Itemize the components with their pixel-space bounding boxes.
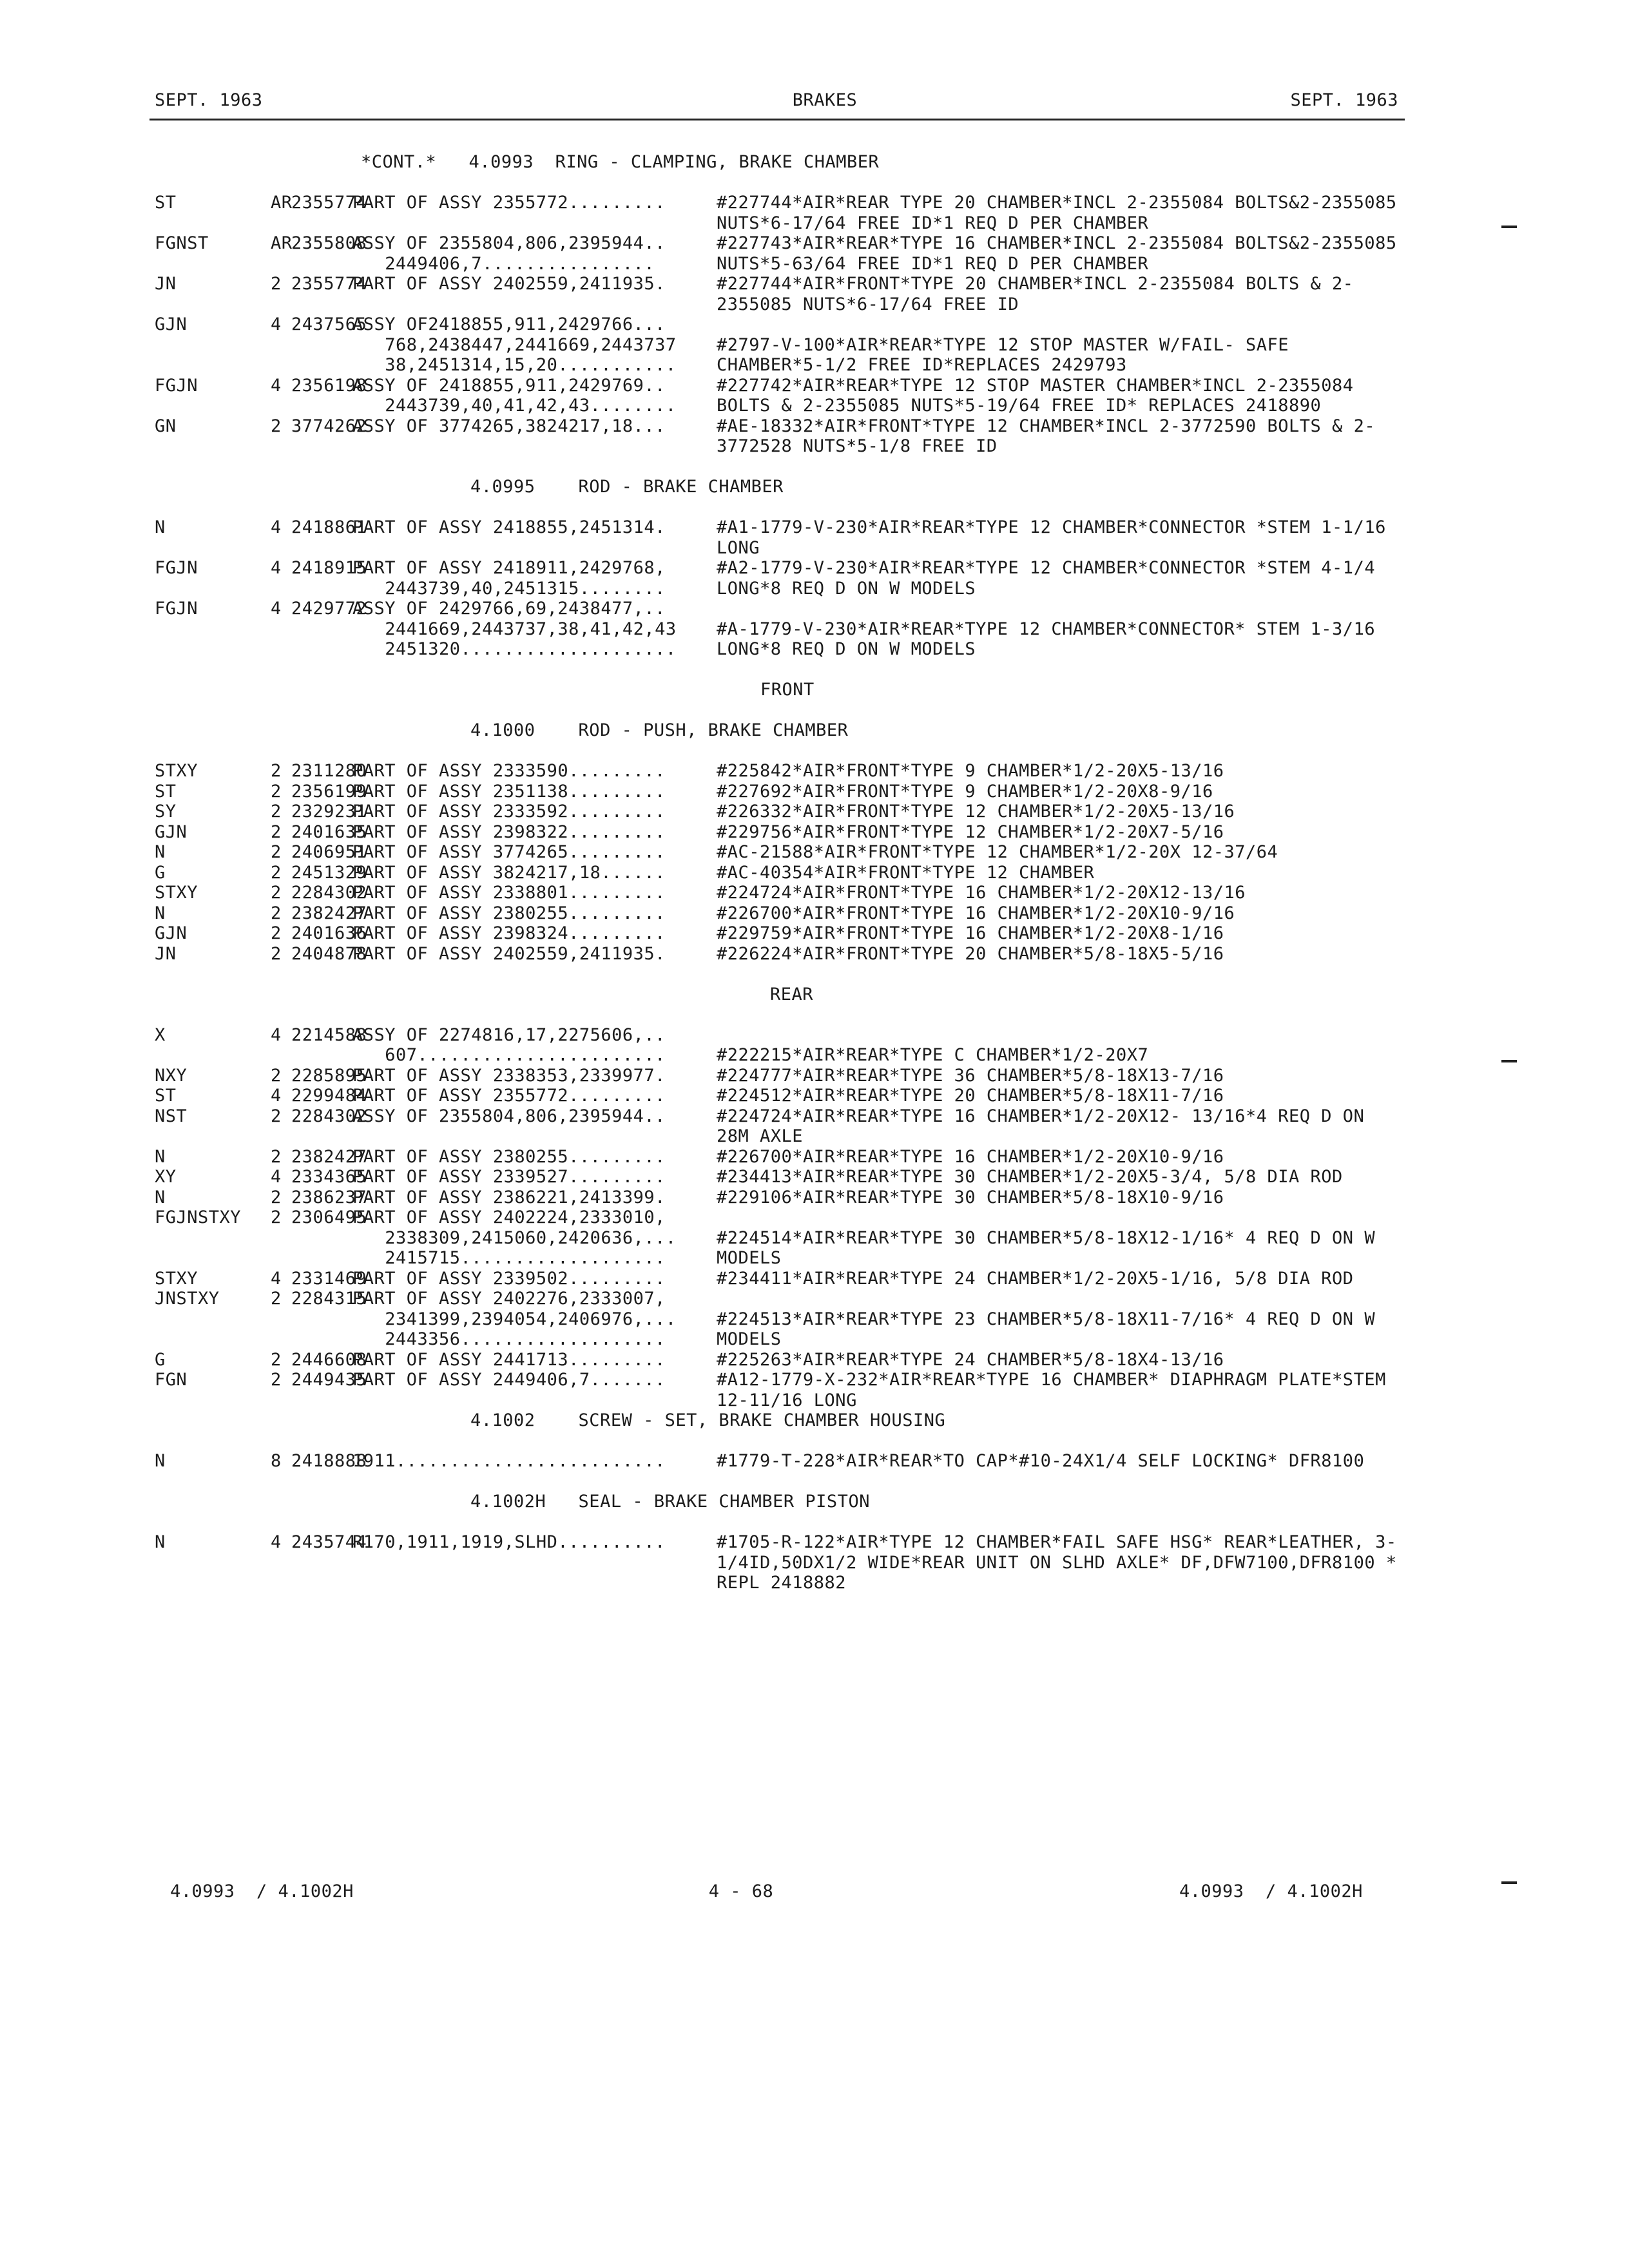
part-number: 2284302 <box>291 1106 367 1126</box>
model-codes: N <box>155 1187 166 1207</box>
header-section-title: BRAKES <box>792 90 858 110</box>
quantity: 2 <box>271 416 282 436</box>
table-row <box>155 416 1405 457</box>
assembly-line: PART OF ASSY 2355772......... <box>352 193 666 213</box>
table-row <box>155 1269 1405 1289</box>
part-number: 2451329 <box>291 862 367 883</box>
table-row <box>155 517 1405 558</box>
part-number: 2355774 <box>291 193 367 213</box>
quantity: 2 <box>271 1370 282 1390</box>
table-row <box>155 1106 1405 1147</box>
part-description: #A2-1779-V-230*AIR*REAR*TYPE 12 CHAMBER*CONNECTOR *STEM 4-1/4 LONG*8 REQ D ON W MODELS <box>717 558 1386 599</box>
assembly-line: PART OF ASSY 2398324......... <box>352 923 666 943</box>
model-codes: STXY <box>155 1268 198 1289</box>
assembly-reference <box>352 761 717 782</box>
table-row <box>155 944 1405 965</box>
assembly-reference <box>352 1370 717 1410</box>
quantity: 2 <box>271 761 282 781</box>
assembly-reference <box>352 1207 717 1269</box>
part-number: 2284302 <box>291 883 367 903</box>
assembly-line: PART OF ASSY 2338801......... <box>352 883 666 903</box>
model-codes: FGJN <box>155 558 198 578</box>
quantity: AR <box>271 233 293 253</box>
part-description: #A1-1779-V-230*AIR*REAR*TYPE 12 CHAMBER*CONNECTOR *STEM 1-1/16 LONG <box>717 517 1397 558</box>
assembly-line: 2443739,40,41,42,43........ <box>352 396 677 416</box>
part-number: 2446608 <box>291 1349 367 1370</box>
table-row <box>155 233 1408 274</box>
assembly-line: ASSY OF2418855,911,2429766... <box>352 314 666 334</box>
assembly-reference <box>352 883 717 903</box>
assembly-reference <box>352 842 717 863</box>
part-description: #229759*AIR*FRONT*TYPE 16 CHAMBER*1/2-20X8-1/16 <box>717 923 1224 943</box>
footer-range-right: 4.0993 / 4.1002H <box>1179 1881 1363 1901</box>
quantity: 4 <box>271 375 282 396</box>
assembly-line: PART OF ASSY 2441713......... <box>352 1349 666 1370</box>
assembly-line: PART OF ASSY 2402559,2411935. <box>352 943 666 964</box>
assembly-line: 38,2451314,15,20........... <box>352 355 677 375</box>
assembly-line: ASSY OF 3774265,3824217,18... <box>352 416 666 436</box>
spacer <box>155 1431 1405 1452</box>
assembly-reference <box>352 923 717 944</box>
part-number: 2437565 <box>291 314 367 334</box>
spacer <box>155 1472 1405 1492</box>
quantity: 2 <box>271 842 282 862</box>
model-codes: GN <box>155 416 177 436</box>
subsection-title-front: FRONT <box>760 680 815 700</box>
assembly-line: R170,1911,1919,SLHD.......... <box>352 1532 666 1552</box>
quantity: AR <box>271 193 293 213</box>
assembly-reference <box>352 1451 717 1472</box>
quantity: 2 <box>271 1207 282 1227</box>
table-row <box>155 1350 1405 1370</box>
assembly-reference <box>352 1106 717 1147</box>
part-description: #234411*AIR*REAR*TYPE 24 CHAMBER*1/2-20X5-1/16, 5/8 DIA ROD <box>717 1268 1354 1289</box>
model-codes: JNSTXY <box>155 1289 220 1309</box>
assembly-reference <box>352 233 717 274</box>
part-description: #2797-V-100*AIR*REAR*TYPE 12 STOP MASTER W/FAIL- SAFE CHAMBER*5-1/2 FREE ID*REPLACES 2429793 <box>717 334 1289 375</box>
part-number: 2406951 <box>291 842 367 862</box>
quantity: 2 <box>271 802 282 822</box>
spacer <box>155 964 1405 985</box>
table-row <box>155 1207 1405 1269</box>
assembly-line: PART OF ASSY 2398322......... <box>352 822 666 842</box>
part-number: 2334365 <box>291 1167 367 1187</box>
assembly-line: PART OF ASSY 2418911,2429768, <box>352 558 666 578</box>
model-codes: N <box>155 1146 166 1167</box>
part-number: 2382427 <box>291 1146 367 1167</box>
section-heading-4-0993: *CONT.* 4.0993 RING - CLAMPING, BRAKE CHAMBER <box>361 152 880 172</box>
model-codes: N <box>155 842 166 862</box>
part-description: #222215*AIR*REAR*TYPE C CHAMBER*1/2-20X7 <box>717 1045 1149 1065</box>
quantity: 2 <box>271 1065 282 1086</box>
assembly-line: PART OF ASSY 2402224,2333010, <box>352 1207 666 1227</box>
part-description: #227744*AIR*REAR TYPE 20 CHAMBER*INCL 2-2355084 BOLTS&2-2355085 NUTS*6-17/64 FREE ID*1 REQ D PER CHAMBER <box>717 193 1408 233</box>
assembly-line: PART OF ASSY 2380255......... <box>352 903 666 923</box>
parts-listing <box>155 152 1408 1593</box>
assembly-reference <box>352 1269 717 1289</box>
model-codes: JN <box>155 274 177 294</box>
assembly-line: 768,2438447,2441669,2443737 <box>352 334 677 355</box>
assembly-reference <box>352 558 717 599</box>
assembly-line: 607....................... <box>352 1045 666 1065</box>
table-row <box>155 1066 1405 1086</box>
model-codes: JN <box>155 943 177 964</box>
part-number: 2331469 <box>291 1268 367 1289</box>
model-codes: XY <box>155 1167 177 1187</box>
section-heading-4-1000: 4.1000 ROD - PUSH, BRAKE CHAMBER <box>470 720 849 740</box>
part-description: #224724*AIR*REAR*TYPE 16 CHAMBER*1/2-20X12- 13/16*4 REQ D ON 28M AXLE <box>717 1106 1376 1146</box>
part-description: #225263*AIR*REAR*TYPE 24 CHAMBER*5/8-18X4-13/16 <box>717 1349 1224 1370</box>
quantity: 4 <box>271 1532 282 1552</box>
assembly-reference <box>352 1289 717 1350</box>
header-date-left: SEPT. 1963 <box>155 90 263 110</box>
part-description: #229756*AIR*FRONT*TYPE 12 CHAMBER*1/2-20X7-5/16 <box>717 822 1224 842</box>
model-codes: STXY <box>155 761 198 781</box>
assembly-line: PART OF ASSY 2338353,2339977. <box>352 1065 666 1086</box>
table-row <box>155 1167 1405 1187</box>
model-codes: FGJNSTXY <box>155 1207 242 1227</box>
assembly-reference <box>352 517 717 558</box>
quantity: 2 <box>271 1289 282 1309</box>
part-number: 2355774 <box>291 274 367 294</box>
table-row <box>155 314 1405 376</box>
part-description: #224777*AIR*REAR*TYPE 36 CHAMBER*5/8-18X13-7/16 <box>717 1065 1224 1086</box>
table-row <box>155 863 1405 883</box>
assembly-line: 2415715................... <box>352 1248 666 1268</box>
table-row <box>155 376 1405 416</box>
table-row <box>155 1086 1405 1106</box>
model-codes: FGNST <box>155 233 209 253</box>
quantity: 2 <box>271 1349 282 1370</box>
table-row <box>155 1025 1405 1066</box>
quantity: 2 <box>271 274 282 294</box>
model-codes: GJN <box>155 822 188 842</box>
part-number: 2214588 <box>291 1024 367 1045</box>
part-number: 2429772 <box>291 599 367 619</box>
assembly-line: ASSY OF 2355804,806,2395944.. <box>352 1106 666 1126</box>
part-description: #AE-18332*AIR*FRONT*TYPE 12 CHAMBER*INCL 2-3772590 BOLTS & 2-3772528 NUTS*5-1/8 FREE ID <box>717 416 1376 456</box>
quantity: 4 <box>271 1086 282 1106</box>
part-description: #AC-40354*AIR*FRONT*TYPE 12 CHAMBER <box>717 862 1095 883</box>
quantity: 4 <box>271 314 282 334</box>
model-codes: NXY <box>155 1065 188 1086</box>
part-number: 2382427 <box>291 903 367 923</box>
assembly-line: PART OF ASSY 2402559,2411935. <box>352 274 666 294</box>
assembly-line: PART OF ASSY 2333590......... <box>352 761 666 781</box>
section-heading-4-1002h: 4.1002H SEAL - BRAKE CHAMBER PISTON <box>470 1492 870 1512</box>
assembly-line: PART OF ASSY 2380255......... <box>352 1146 666 1167</box>
part-description: #226332*AIR*FRONT*TYPE 12 CHAMBER*1/2-20X5-13/16 <box>717 802 1235 822</box>
assembly-line: PART OF ASSY 2333592......... <box>352 802 666 822</box>
part-description: #1779-T-228*AIR*REAR*TO CAP*#10-24X1/4 SELF LOCKING* DFR8100 <box>717 1451 1365 1471</box>
model-codes: X <box>155 1024 166 1045</box>
table-row <box>155 903 1405 924</box>
table-row <box>155 1451 1405 1472</box>
model-codes: ST <box>155 193 177 213</box>
table-row <box>155 761 1405 782</box>
assembly-reference <box>352 1350 717 1370</box>
part-number: 2386237 <box>291 1187 367 1207</box>
part-description: #A12-1779-X-232*AIR*REAR*TYPE 16 CHAMBER* DIAPHRAGM PLATE*STEM 12-11/16 LONG <box>717 1370 1397 1410</box>
part-description: #224514*AIR*REAR*TYPE 30 CHAMBER*5/8-18X12-1/16* 4 REQ D ON W MODELS <box>717 1227 1376 1268</box>
part-number: 2401635 <box>291 822 367 842</box>
assembly-reference <box>352 1147 717 1168</box>
header-rule <box>149 119 1405 120</box>
model-codes: N <box>155 517 166 537</box>
assembly-reference <box>352 782 717 802</box>
quantity: 2 <box>271 781 282 802</box>
part-number: 2299484 <box>291 1086 367 1106</box>
model-codes: FGJN <box>155 375 198 396</box>
model-codes: FGN <box>155 1370 188 1390</box>
assembly-reference <box>352 944 717 965</box>
part-number: 2284315 <box>291 1289 367 1309</box>
table-row <box>155 1147 1405 1168</box>
part-description: #AC-21588*AIR*FRONT*TYPE 12 CHAMBER*1/2-20X 12-37/64 <box>717 842 1278 862</box>
assembly-reference <box>352 822 717 843</box>
margin-tick <box>1501 1060 1517 1062</box>
part-number: 2356199 <box>291 781 367 802</box>
assembly-line: PART OF ASSY 3774265......... <box>352 842 666 862</box>
table-row <box>155 558 1405 599</box>
assembly-line: 2451320.................... <box>352 639 677 659</box>
part-number: 2418861 <box>291 517 367 537</box>
quantity: 4 <box>271 599 282 619</box>
model-codes: G <box>155 1349 166 1370</box>
part-number: 3774262 <box>291 416 367 436</box>
model-codes: GJN <box>155 923 188 943</box>
quantity: 2 <box>271 1146 282 1167</box>
assembly-reference <box>352 1167 717 1187</box>
assembly-line: 2449406,7................ <box>352 253 655 274</box>
quantity: 4 <box>271 558 282 578</box>
assembly-line: 2443739,40,2451315........ <box>352 578 666 599</box>
section-heading-4-0995: 4.0995 ROD - BRAKE CHAMBER <box>470 477 784 497</box>
quantity: 2 <box>271 862 282 883</box>
model-codes: G <box>155 862 166 883</box>
table-row <box>155 822 1405 843</box>
assembly-line: PART OF ASSY 2449406,7....... <box>352 1370 666 1390</box>
table-row <box>155 1370 1405 1410</box>
part-number: 2418888 <box>291 1451 367 1471</box>
part-description: #227692*AIR*FRONT*TYPE 9 CHAMBER*1/2-20X8-9/16 <box>717 781 1213 802</box>
part-number: 2355808 <box>291 233 367 253</box>
assembly-reference <box>352 1086 717 1106</box>
part-number: 2435744 <box>291 1532 367 1552</box>
margin-tick <box>1501 1881 1517 1884</box>
assembly-reference <box>352 802 717 822</box>
section-heading-4-1002: 4.1002 SCREW - SET, BRAKE CHAMBER HOUSING <box>470 1410 946 1430</box>
spacer <box>155 1512 1405 1533</box>
assembly-line: PART OF ASSY 2386221,2413399. <box>352 1187 666 1207</box>
assembly-reference <box>352 193 717 233</box>
model-codes: SY <box>155 802 177 822</box>
margin-tick <box>1501 226 1517 228</box>
assembly-line: PART OF ASSY 2339527......... <box>352 1167 666 1187</box>
assembly-reference <box>352 863 717 883</box>
footer-page-number: 4 - 68 <box>708 1881 774 1901</box>
spacer <box>155 1004 1405 1025</box>
quantity: 2 <box>271 822 282 842</box>
assembly-reference <box>352 416 717 457</box>
model-codes: N <box>155 903 166 923</box>
assembly-reference <box>352 314 717 376</box>
part-description: #229106*AIR*REAR*TYPE 30 CHAMBER*5/8-18X10-9/16 <box>717 1187 1224 1207</box>
assembly-reference <box>352 1532 717 1593</box>
model-codes: NST <box>155 1106 188 1126</box>
assembly-line: 2341399,2394054,2406976,... <box>352 1309 677 1329</box>
spacer <box>155 741 1405 762</box>
part-description: #A-1779-V-230*AIR*REAR*TYPE 12 CHAMBER*CONNECTOR* STEM 1-3/16 LONG*8 REQ D ON W MODELS <box>717 619 1376 659</box>
model-codes: GJN <box>155 314 188 334</box>
quantity: 2 <box>271 923 282 943</box>
model-codes: ST <box>155 1086 177 1106</box>
quantity: 4 <box>271 517 282 537</box>
part-description: #234413*AIR*REAR*TYPE 30 CHAMBER*1/2-20X5-3/4, 5/8 DIA ROD <box>717 1167 1343 1187</box>
assembly-line: PART OF ASSY 2418855,2451314. <box>352 517 666 537</box>
table-row <box>155 782 1405 802</box>
assembly-line: 2338309,2415060,2420636,... <box>352 1227 677 1248</box>
assembly-line: PART OF ASSY 2402276,2333007, <box>352 1289 666 1309</box>
assembly-reference <box>352 376 717 416</box>
model-codes: STXY <box>155 883 198 903</box>
assembly-reference <box>352 903 717 924</box>
assembly-line: ASSY OF 2429766,69,2438477,.. <box>352 599 666 619</box>
table-row <box>155 1532 1408 1593</box>
model-codes: ST <box>155 781 177 802</box>
part-description: #227742*AIR*REAR*TYPE 12 STOP MASTER CHAMBER*INCL 2-2355084 BOLTS & 2-2355085 NUTS*5-19/64 FREE ID* REPLACES 2418890 <box>717 375 1365 416</box>
assembly-reference <box>352 1066 717 1086</box>
spacer <box>155 497 1405 518</box>
part-description: #226700*AIR*REAR*TYPE 16 CHAMBER*1/2-20X10-9/16 <box>717 1146 1224 1167</box>
quantity: 2 <box>271 1187 282 1207</box>
table-row <box>155 1289 1405 1350</box>
assembly-line: 2443356................... <box>352 1329 666 1349</box>
part-number: 2306495 <box>291 1207 367 1227</box>
part-number: 2404878 <box>291 943 367 964</box>
assembly-line: PART OF ASSY 2339502......... <box>352 1268 666 1289</box>
assembly-line: ASSY OF 2418855,911,2429769.. <box>352 375 666 396</box>
quantity: 4 <box>271 1024 282 1045</box>
assembly-line: 1911......................... <box>352 1451 666 1471</box>
part-number: 2311280 <box>291 761 367 781</box>
part-description: #226700*AIR*FRONT*TYPE 16 CHAMBER*1/2-20X10-9/16 <box>717 903 1235 923</box>
spacer <box>155 173 1405 193</box>
quantity: 4 <box>271 1268 282 1289</box>
part-number: 2356198 <box>291 375 367 396</box>
table-row <box>155 1187 1405 1208</box>
model-codes: FGJN <box>155 599 198 619</box>
quantity: 4 <box>271 1167 282 1187</box>
model-codes: N <box>155 1451 166 1471</box>
table-row <box>155 193 1408 233</box>
model-codes: N <box>155 1532 166 1552</box>
assembly-line: PART OF ASSY 2355772......... <box>352 1086 666 1106</box>
header-date-right: SEPT. 1963 <box>1290 90 1398 110</box>
assembly-line: ASSY OF 2274816,17,2275606,.. <box>352 1024 666 1045</box>
part-description: #224724*AIR*FRONT*TYPE 16 CHAMBER*1/2-20X12-13/16 <box>717 883 1246 903</box>
table-row <box>155 923 1405 944</box>
part-description: #225842*AIR*FRONT*TYPE 9 CHAMBER*1/2-20X5-13/16 <box>717 761 1224 781</box>
part-description: #227744*AIR*FRONT*TYPE 20 CHAMBER*INCL 2-2355084 BOLTS & 2-2355085 NUTS*6-17/64 FREE ID <box>717 274 1354 314</box>
quantity: 2 <box>271 1106 282 1126</box>
part-description: #226224*AIR*FRONT*TYPE 20 CHAMBER*5/8-18X5-5/16 <box>717 943 1224 964</box>
spacer <box>155 457 1405 477</box>
quantity: 8 <box>271 1451 282 1471</box>
footer-range-left: 4.0993 / 4.1002H <box>170 1881 354 1901</box>
table-row <box>155 883 1405 903</box>
part-description: #1705-R-122*AIR*TYPE 12 CHAMBER*FAIL SAFE HSG* REAR*LEATHER, 3-1/4ID,50DX1/2 WIDE*REAR UNIT ON SLHD AXLE* DF,DFW7100,DFR8100 * REPL 2418882 <box>717 1532 1408 1593</box>
part-number: 2329231 <box>291 802 367 822</box>
part-description: #227743*AIR*REAR*TYPE 16 CHAMBER*INCL 2-2355084 BOLTS&2-2355085 NUTS*5-63/64 FREE ID*1 REQ D PER CHAMBER <box>717 233 1408 274</box>
subsection-title-rear: REAR <box>770 984 814 1004</box>
spacer <box>155 700 1405 721</box>
assembly-reference <box>352 1025 717 1066</box>
spacer <box>155 660 1405 680</box>
table-row <box>155 274 1405 314</box>
assembly-reference <box>352 1187 717 1208</box>
assembly-line: PART OF ASSY 2351138......... <box>352 781 666 802</box>
part-number: 2449435 <box>291 1370 367 1390</box>
assembly-reference <box>352 274 717 314</box>
quantity: 2 <box>271 943 282 964</box>
part-number: 2285895 <box>291 1065 367 1086</box>
assembly-line: 2441669,2443737,38,41,42,43 <box>352 619 677 639</box>
assembly-line: PART OF ASSY 3824217,18...... <box>352 862 666 883</box>
part-number: 2401636 <box>291 923 367 943</box>
table-row <box>155 599 1405 660</box>
assembly-reference <box>352 599 717 660</box>
table-row <box>155 842 1405 863</box>
quantity: 2 <box>271 883 282 903</box>
part-number: 2418915 <box>291 558 367 578</box>
quantity: 2 <box>271 903 282 923</box>
assembly-line: ASSY OF 2355804,806,2395944.. <box>352 233 666 253</box>
table-row <box>155 802 1405 822</box>
part-description: #224512*AIR*REAR*TYPE 20 CHAMBER*5/8-18X11-7/16 <box>717 1086 1224 1106</box>
part-description: #224513*AIR*REAR*TYPE 23 CHAMBER*5/8-18X11-7/16* 4 REQ D ON W MODELS <box>717 1309 1376 1349</box>
